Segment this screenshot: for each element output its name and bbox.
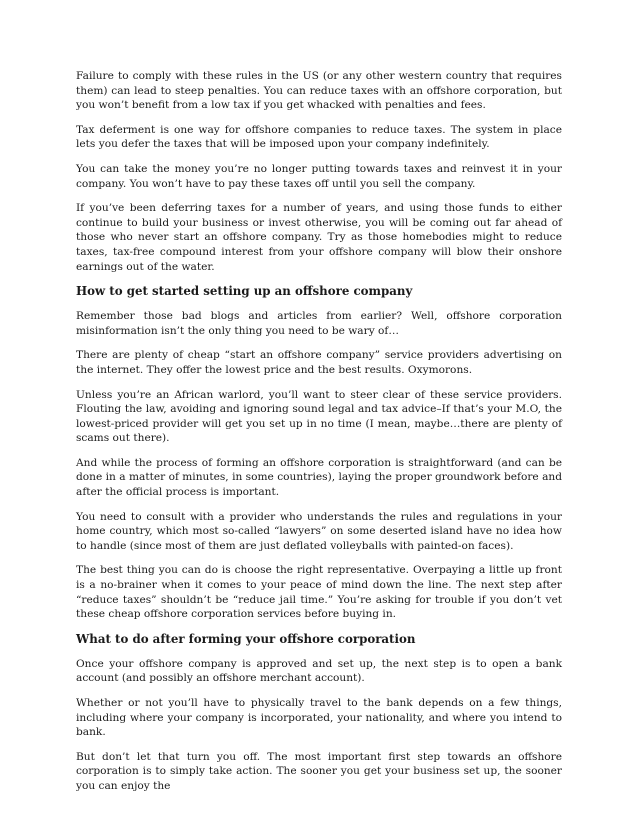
paragraph-compound-interest: If you’ve been deferring taxes for a number of years, and using those funds to either continue to build your business or invest otherwise, you will be coming out far ahead of those who never start an offshore company. Try as those homebodies might to reduce taxes, tax-free compound interest from your offshore company will blow their onshore earnings out of the water. [76,202,562,273]
paragraph-representative: The best thing you can do is choose the right representative. Overpaying a little up front is a no-brainer when it comes to your peace of mind down the line. The next step after “reduce taxes” shouldn’t be “reduce jail time.” You’re asking for trouble if you don’t vet these cheap offshore corporation services before buying in. [76,564,562,621]
heading-after-forming: What to do after forming your offshore corporation [76,631,416,646]
paragraph-tax-deferment: Tax deferment is one way for offshore companies to reduce taxes. The system in place lets you defer the taxes that will be imposed upon your company indefinitely. [76,123,562,151]
paragraph-cheap-providers: There are plenty of cheap “start an offshore company” service providers advertising on the internet. They offer the lowest price and the best results. Oxymorons. [76,349,562,376]
paragraph-groundwork: And while the process of forming an offshore corporation is straightforward (and can be done in a matter of minutes, in some countries), laying the proper groundwork before and after the official process is important. [76,456,562,499]
paragraph-travel-bank: Whether or not you’ll have to physically travel to the bank depends on a few things, including where your company is incorporated, your nationality, and where you intend to bank. [76,697,562,739]
document-page [76,69,562,804]
paragraph-penalties: Failure to comply with these rules in the US (or any other western country that requires them) can lead to steep penalties. You can reduce taxes with an offshore corporation, but you won’t benefit from a low tax if you get whacked with penalties and fees. [76,70,562,112]
paragraph-reinvest: You can take the money you’re no longer putting towards taxes and reinvest it in your company. You won’t have to pay these taxes off until you sell the company. [76,162,562,190]
heading-getting-started: How to get started setting up an offshore company [76,284,413,299]
paragraph-bank-account: Once your offshore company is approved and set up, the next step is to open a bank account (and possibly an offshore merchant account). [76,657,562,685]
paragraph-steer-clear: Unless you’re an African warlord, you’ll want to steer clear of these service providers. Flouting the law, avoiding and ignoring sound legal and tax advice–If that’s your M.O, the lowest-priced provider will get you set up in no time (I mean, maybe…there are plenty of scams out there). [76,388,562,445]
paragraph-misinformation: Remember those bad blogs and articles from earlier? Well, offshore corporation misinformation isn’t the only thing you need to be wary of… [76,310,562,337]
paragraph-consult-provider: You need to consult with a provider who understands the rules and regulations in your home country, which most so-called “lawyers” on some deserted island have no idea how to handle (since most of them are just deflated volleyballs with painted-on faces). [76,510,562,552]
paragraph-take-action: But don’t let that turn you off. The most important first step towards an offshore corporation is to simply take action. The sooner you get your business set up, the sooner you can enjoy the [76,750,562,792]
